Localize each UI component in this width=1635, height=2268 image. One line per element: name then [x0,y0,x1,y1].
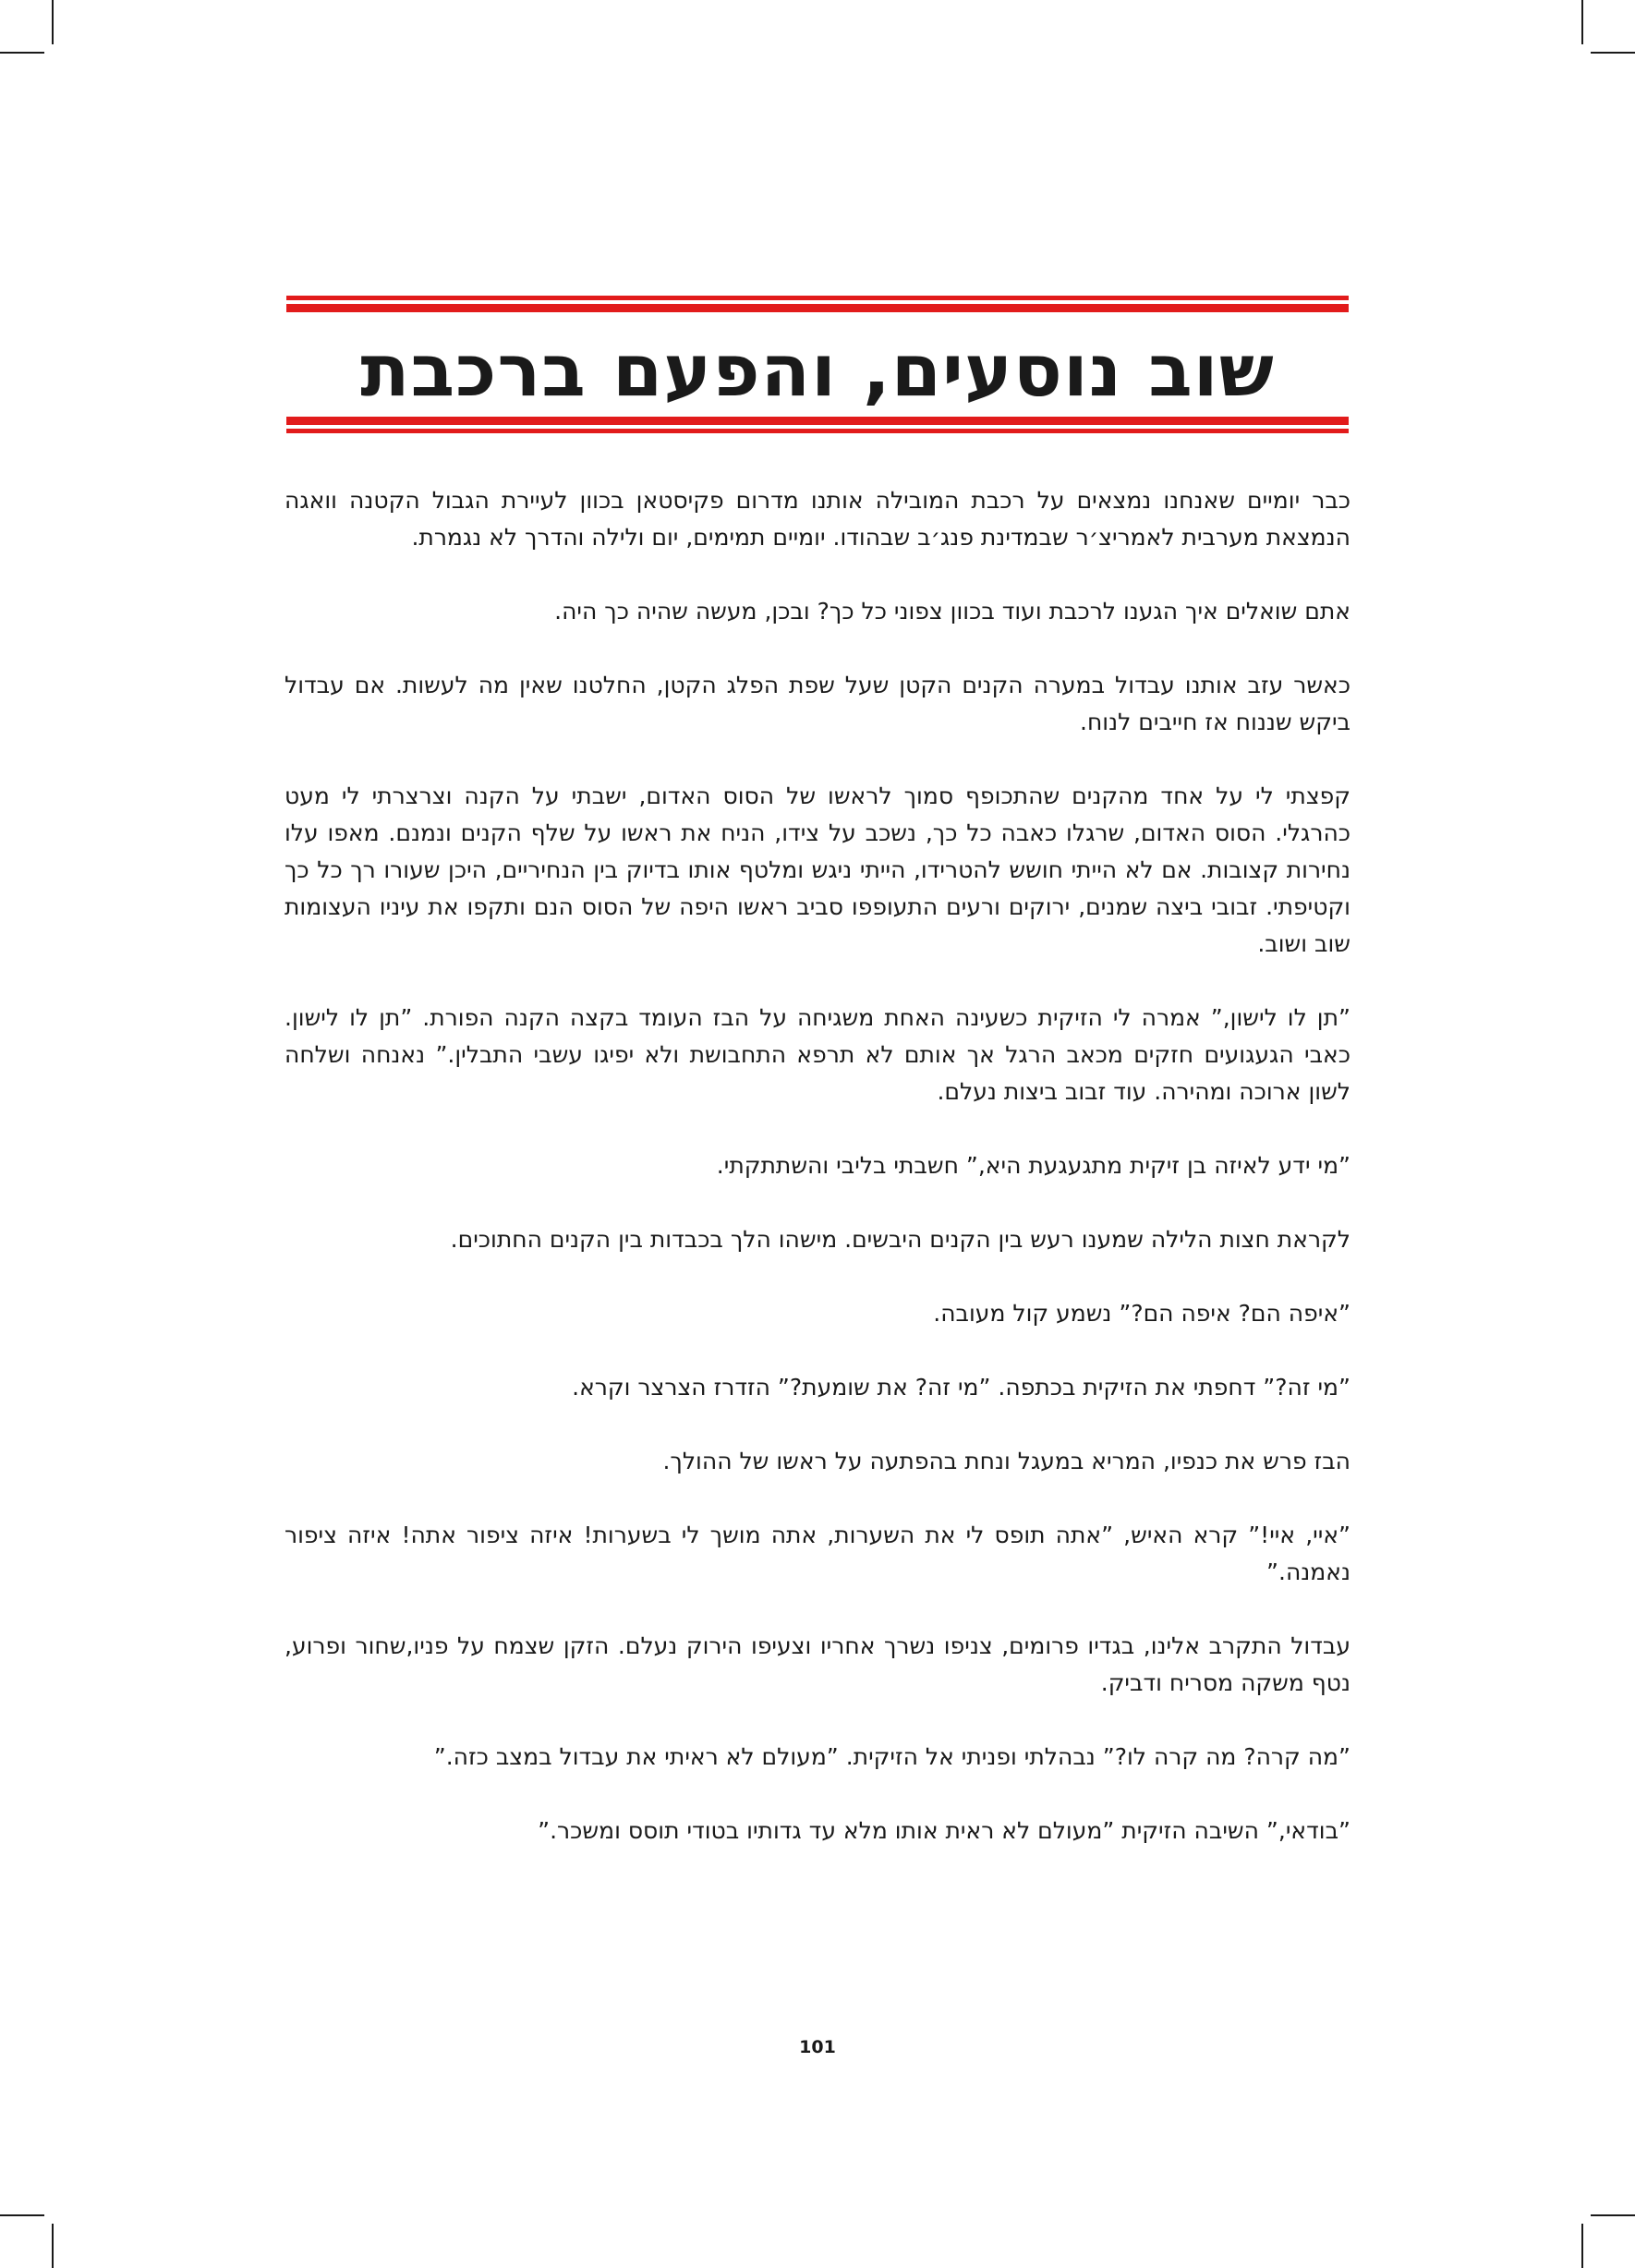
paragraph: אתם שואלים איך הגענו לרכבת ועוד בכוון צפוני כל כך? ובכן, מעשה שהיה כך היה. [554,598,1350,625]
crop-mark-bottom-right [1581,2224,1583,2268]
crop-mark-bottom-left [52,2224,54,2268]
page-title: שוב נוסעים, והפעם ברכבת [360,330,1275,413]
paragraph: כבר יומיים שאנחנו נמצאים על רכבת המובילה אותנו מדרום פקיסטאן בכוון לעיירת הגבול הקטנה וואגה הנמצאת מערבית לאמריצ׳ר שבמדינת פנג׳ב שבהודו. יומיים תמימים, יום ולילה והדרך לא נגמרת. [285,487,1350,551]
crop-mark-top-right [1581,0,1583,44]
crop-mark-top-left [52,0,54,44]
crop-mark-bottom-left [0,2214,44,2216]
chapter-body [285,482,1350,1886]
paragraph: ”איי, איי!” קרא האיש, ”אתה תופס לי את השערות, אתה מושך לי בשערות! איזה ציפור אתה! איזה ציפור נאמנה.” [285,1522,1350,1585]
crop-mark-top-right [1591,52,1635,54]
paragraph: ”מי זה?” דחפתי את הזיקית בכתפה. ”מי זה? את שומעת?” הזדרז הצרצר וקרא. [572,1374,1350,1401]
paragraph: כאשר עזב אותנו עבדול במערה הקנים הקטן שעל שפת הפלג הקטן, החלטנו שאין מה לעשות. אם עבדול ביקש שננוח אז חייבים לנוח. [285,672,1350,735]
paragraph: ”תן לו לישון,” אמרה לי הזיקית כשעינה האחת משגיחה על הבז העומד בקצה הקנה הפורת. ”תן לו לישון. כאבי הגעגועים חזקים מכאב הרגל אך אותם לא תרפא התחבושת ולא יפיגו עשבי התבלין.” נאנחה ושלחה לשון ארוכה ומהירה. עוד זבוב ביצות נעלם. [285,1004,1350,1105]
paragraph: הבז פרש את כנפיו, המריא במעגל ונחת בהפתעה על ראשו של ההולך. [662,1448,1350,1474]
title-rule-top [286,296,1349,312]
paragraph: לקראת חצות הלילה שמענו רעש בין הקנים היבשים. מישהו הלך בכבדות בין הקנים החתוכים. [450,1226,1350,1253]
paragraph: ”בודאי,” השיבה הזיקית ”מעולם לא ראית אותו מלא עד גדותיו בטודי תוסס ומשכר.” [538,1817,1350,1844]
page-number: 101 [799,2037,836,2057]
title-rule-bottom [286,417,1349,433]
crop-mark-bottom-right [1591,2214,1635,2216]
paragraph: קפצתי לי על אחד מהקנים שהתכופף סמוך לראשו של הסוס האדום, ישבתי על הקנה וצרצרתי לי מעט כהרגלי. הסוס האדום, שרגלו כאבה כל כך, נשכב על צידו, הניח את ראשו על שלף הקנים ונמנם. מאפו עלו נחירות קצובות. אם לא הייתי חושש להטרידו, הייתי ניגש ומלטף אותו בדיוק בין הנחיריים, היכן שעורו רך כל כך וקטיפתי. זבובי ביצה שמנים, ירוקים ורעים התעופפו סביב ראשו היפה של הסוס הנם ותקפו את עיניו העצומות שוב ושוב. [285,782,1350,957]
crop-mark-top-left [0,52,44,54]
paragraph: עבדול התקרב אלינו, בגדיו פרומים, צניפו נשרך אחריו וצעיפו הירוק נעלם. הזקן שצמח על פניו,שחור ופרוע, נטף משקה מסריח ודביק. [285,1632,1350,1696]
paragraph: ”מי ידע לאיזה בן זיקית מתגעגעת היא,” חשבתי בליבי והשתתקתי. [716,1152,1350,1179]
paragraph: ”מה קרה? מה קרה לו?” נבהלתי ופניתי אל הזיקית. ”מעולם לא ראיתי את עבדול במצב כזה.” [433,1743,1350,1770]
paragraph: ”איפה הם? איפה הם?” נשמע קול מעובה. [933,1300,1350,1327]
